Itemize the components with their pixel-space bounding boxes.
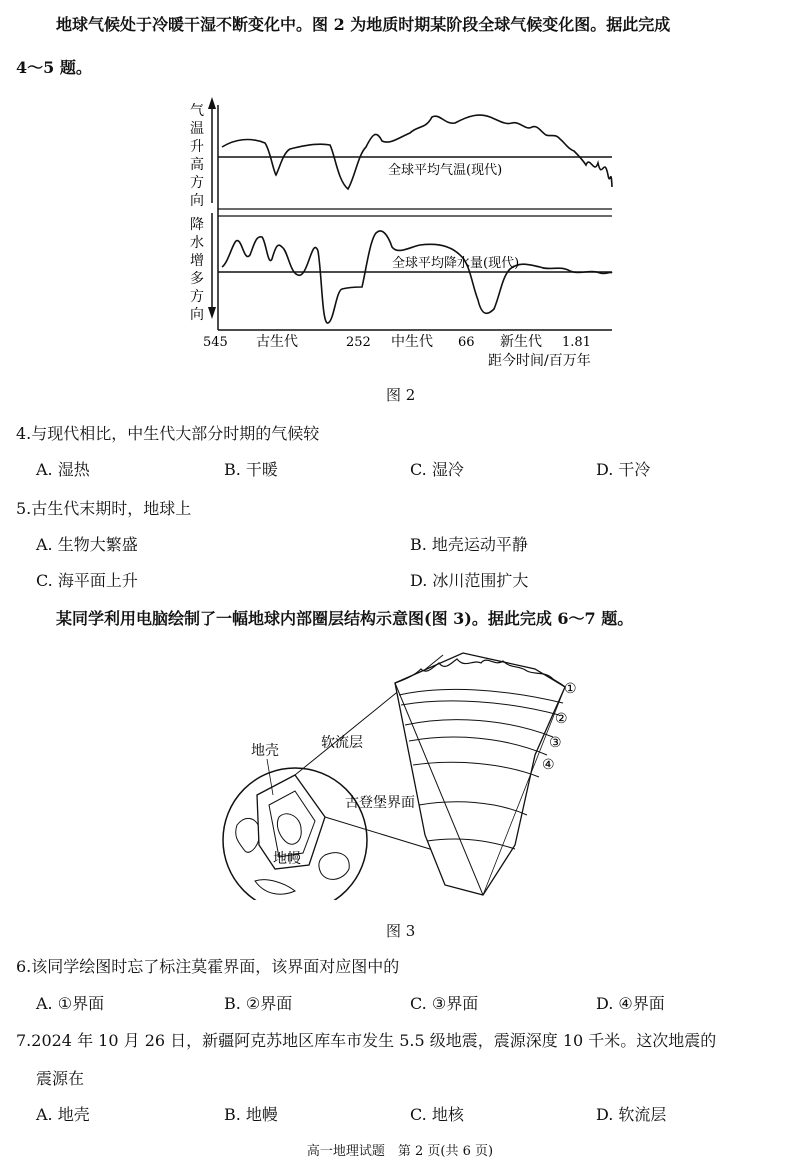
q6-option-b[interactable]: B. ②界面 [224,994,293,1013]
svg-text:温: 温 [190,121,204,137]
svg-text:向: 向 [190,307,204,323]
era-cenozoic: 新生代 [500,334,542,350]
continent-outline-1 [236,818,260,852]
figure-3-earth-structure [215,645,615,900]
figure-2-caption: 图 2 [386,386,416,404]
era-paleozoic: 古生代 [256,334,298,350]
q7-option-d[interactable]: D. 软流层 [596,1105,667,1124]
q4-option-d[interactable]: D. 干冷 [596,460,651,479]
intro-line-1: 地球气候处于冷暖干湿不断变化中。图 2 为地质时期某阶段全球气候变化图。据此完成 [56,15,671,34]
label-mantle: 地幔 [273,851,301,867]
q7-stem-line-2: 震源在 [36,1069,85,1088]
wedge-block [395,653,565,895]
q7-option-a[interactable]: A. 地壳 [36,1105,90,1124]
intro2-line-1: 某同学利用电脑绘制了一幅地球内部圈层结构示意图(图 3)。据此完成 6～7 题。 [56,609,634,628]
q7-option-c[interactable]: C. 地核 [410,1105,464,1124]
figure-2-climate-chart [170,95,630,375]
precip-arrow-icon [208,307,216,319]
svg-text:向: 向 [190,193,204,209]
marker-4: ④ [542,757,555,773]
precip-line-label: 全球平均降水量(现代) [392,256,520,271]
q5-stem: 5.古生代末期时，地球上 [16,499,192,518]
label-crust: 地壳 [251,743,279,759]
q6-option-a[interactable]: A. ①界面 [36,994,105,1013]
label-asthenosphere: 软流层 [321,735,363,751]
svg-text:高: 高 [190,157,204,173]
svg-text:方: 方 [190,289,204,305]
temp-line-label: 全球平均气温(现代) [388,163,503,178]
page-footer: 高一地理试题 第 2 页(共 6 页) [306,1144,494,1159]
svg-text:水: 水 [190,235,204,251]
precip-curve [222,231,612,323]
label-gutenberg: 古登堡界面 [345,795,415,811]
svg-text:多: 多 [190,271,204,287]
tick-252: 252 [346,335,371,350]
q5-option-b[interactable]: B. 地壳运动平静 [410,535,528,554]
svg-text:降: 降 [190,217,204,233]
tick-66: 66 [458,335,475,350]
x-axis-label: 距今时间/百万年 [488,353,591,369]
q4-option-c[interactable]: C. 湿冷 [410,460,464,479]
figure-3-caption: 图 3 [386,922,416,940]
tick-545: 545 [203,335,228,350]
q5-option-d[interactable]: D. 冰川范围扩大 [410,571,529,590]
svg-text:气: 气 [190,103,204,119]
marker-2: ② [555,711,568,727]
continent-outline-3 [255,880,295,894]
q5-option-c[interactable]: C. 海平面上升 [36,571,138,590]
q5-option-a[interactable]: A. 生物大繁盛 [36,535,138,554]
continent-outline-2 [319,853,349,880]
tick-1-81: 1.81 [562,335,591,350]
q4-option-a[interactable]: A. 湿热 [36,460,90,479]
marker-1: ① [564,681,577,697]
q6-option-d[interactable]: D. ④界面 [596,994,665,1013]
q4-stem: 4.与现代相比，中生代大部分时期的气候较 [16,424,320,443]
q6-option-c[interactable]: C. ③界面 [410,994,479,1013]
q4-option-b[interactable]: B. 干暖 [224,460,278,479]
svg-text:方: 方 [190,175,204,191]
q7-option-b[interactable]: B. 地幔 [224,1105,278,1124]
temp-arrow-icon [208,97,216,109]
q7-stem-line-1: 7.2024 年 10 月 26 日，新疆阿克苏地区库车市发生 5.5 级地震，震源深度 10 千米。这次地震的 [16,1031,717,1050]
svg-text:增: 增 [190,253,204,269]
marker-3: ③ [549,735,562,751]
q6-stem: 6.该同学绘图时忘了标注莫霍界面，该界面对应图中的 [16,957,400,976]
precip-axis-label [190,217,204,323]
svg-text:升: 升 [190,139,204,155]
temp-axis-label [190,103,204,209]
era-mesozoic: 中生代 [391,334,433,350]
intro-line-2: 4～5 题。 [16,58,92,77]
